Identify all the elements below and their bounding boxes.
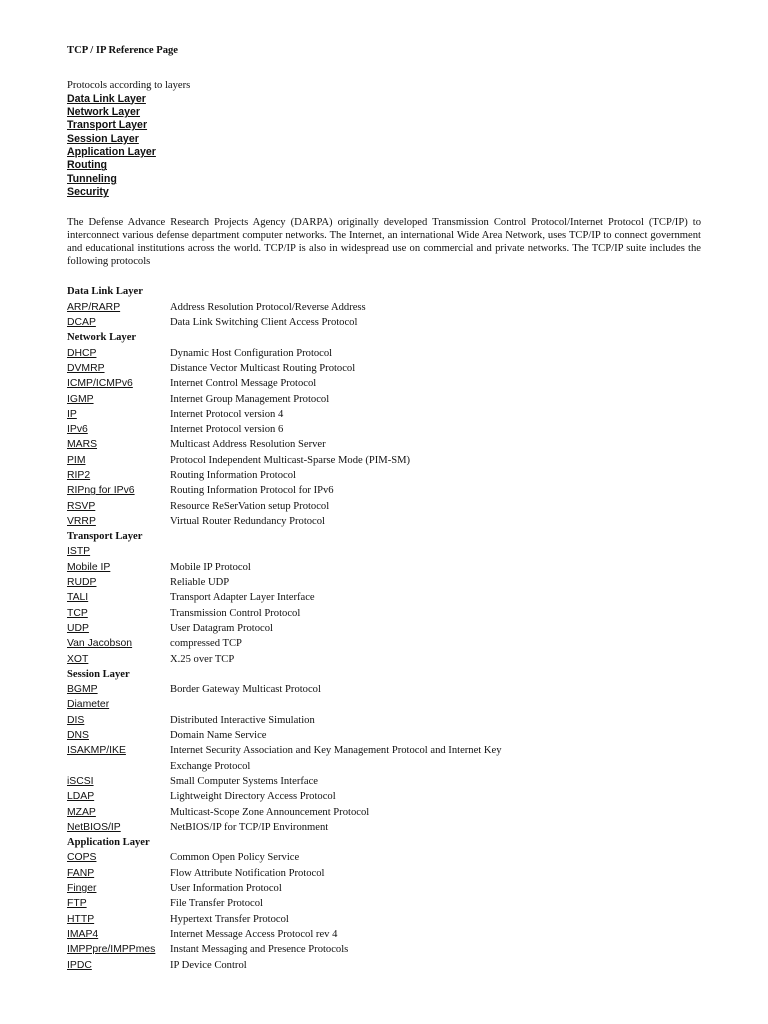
protocol-row bbox=[67, 912, 701, 927]
protocol-link[interactable]: RIPng for IPv6 bbox=[67, 485, 135, 497]
toc-link-network-layer[interactable]: Network Layer bbox=[67, 105, 141, 118]
section-heading: Network Layer bbox=[67, 332, 137, 344]
protocol-row bbox=[67, 453, 701, 468]
protocol-link[interactable]: XOT bbox=[67, 653, 89, 665]
protocol-row bbox=[67, 346, 701, 361]
section-heading: Session Layer bbox=[67, 668, 130, 680]
protocol-link[interactable]: VRRP bbox=[67, 515, 96, 527]
protocol-description: Dynamic Host Configuration Protocol bbox=[170, 347, 333, 359]
protocol-description: Lightweight Directory Access Protocol bbox=[170, 791, 336, 803]
protocol-description: Protocol Independent Multicast-Sparse Mode (PIM-SM) bbox=[170, 454, 411, 466]
protocol-link[interactable]: UDP bbox=[67, 622, 89, 634]
protocol-link[interactable]: COPS bbox=[67, 852, 97, 864]
protocol-link[interactable]: NetBIOS/IP bbox=[67, 821, 121, 833]
protocol-link[interactable]: FTP bbox=[67, 898, 87, 910]
toc-link-data-link-layer[interactable]: Data Link Layer bbox=[67, 92, 146, 105]
protocol-description: IP Device Control bbox=[170, 959, 247, 971]
protocol-row bbox=[67, 361, 701, 376]
protocol-description bbox=[170, 697, 701, 712]
protocol-description: Mobile IP Protocol bbox=[170, 561, 251, 573]
protocol-row bbox=[67, 499, 701, 514]
protocol-row bbox=[67, 606, 701, 621]
protocol-row bbox=[67, 850, 701, 865]
protocol-link[interactable]: MZAP bbox=[67, 806, 96, 818]
protocol-row bbox=[67, 392, 701, 407]
protocol-description: Common Open Policy Service bbox=[170, 852, 300, 864]
protocol-description: Transport Adapter Layer Interface bbox=[170, 592, 315, 604]
protocol-row bbox=[67, 560, 701, 575]
protocol-row bbox=[67, 376, 701, 391]
protocol-link[interactable]: IGMP bbox=[67, 393, 94, 405]
protocol-row bbox=[67, 468, 701, 483]
document-page bbox=[67, 44, 701, 973]
protocol-description: Domain Name Service bbox=[170, 730, 267, 742]
protocol-description: Routing Information Protocol for IPv6 bbox=[170, 485, 334, 497]
toc-link-security[interactable]: Security bbox=[67, 186, 109, 199]
protocol-description: Small Computer Systems Interface bbox=[170, 775, 318, 787]
protocol-description bbox=[170, 544, 701, 559]
protocol-row bbox=[67, 927, 701, 942]
protocol-row bbox=[67, 514, 701, 529]
protocol-description: Resource ReSerVation setup Protocol bbox=[170, 500, 330, 512]
protocol-description: Flow Attribute Notification Protocol bbox=[170, 867, 325, 879]
protocol-description: User Information Protocol bbox=[170, 883, 282, 895]
protocol-description: Instant Messaging and Presence Protocols bbox=[170, 944, 349, 956]
protocol-link[interactable]: IPDC bbox=[67, 959, 92, 971]
protocol-link[interactable]: FANP bbox=[67, 867, 95, 879]
protocol-link[interactable]: Mobile IP bbox=[67, 561, 111, 573]
protocol-description: File Transfer Protocol bbox=[170, 898, 263, 910]
section-heading: Data Link Layer bbox=[67, 286, 143, 298]
protocol-row bbox=[67, 866, 701, 881]
protocol-description: Internet Group Management Protocol bbox=[170, 393, 330, 405]
protocol-row bbox=[67, 881, 701, 896]
section-heading: Transport Layer bbox=[67, 531, 143, 543]
protocol-description: compressed TCP bbox=[170, 638, 242, 650]
protocol-description: Virtual Router Redundancy Protocol bbox=[170, 515, 326, 527]
protocol-row bbox=[67, 652, 701, 667]
protocol-link[interactable]: TCP bbox=[67, 607, 88, 619]
page-title: TCP / IP Reference Page bbox=[67, 45, 179, 56]
protocol-description: Multicast-Scope Zone Announcement Protocol bbox=[170, 806, 370, 818]
protocol-row bbox=[67, 805, 701, 820]
protocol-description: Border Gateway Multicast Protocol bbox=[170, 684, 321, 696]
protocol-row bbox=[67, 575, 701, 590]
protocol-row bbox=[67, 713, 701, 728]
protocol-row bbox=[67, 743, 701, 774]
protocol-link[interactable]: MARS bbox=[67, 439, 98, 451]
protocol-link[interactable]: DVMRP bbox=[67, 362, 105, 374]
protocol-link[interactable]: Diameter bbox=[67, 699, 110, 711]
protocol-description: Transmission Control Protocol bbox=[170, 607, 301, 619]
protocol-description: Reliable UDP bbox=[170, 577, 230, 589]
protocol-description: Internet Security Association and Key Management Protocol and Internet Key Exchange Protocol bbox=[170, 745, 502, 772]
protocol-description: Internet Message Access Protocol rev 4 bbox=[170, 928, 338, 940]
protocol-description: Distributed Interactive Simulation bbox=[170, 714, 315, 726]
protocol-link[interactable]: iSCSI bbox=[67, 775, 94, 787]
protocol-link[interactable]: ISAKMP/IKE bbox=[67, 745, 126, 757]
protocol-table bbox=[67, 284, 701, 972]
protocol-description: Distance Vector Multicast Routing Protocol bbox=[170, 362, 356, 374]
protocol-link[interactable]: Finger bbox=[67, 883, 97, 895]
protocol-link[interactable]: DIS bbox=[67, 714, 85, 726]
intro-text: Protocols according to layers bbox=[67, 80, 191, 91]
protocol-link[interactable]: IPv6 bbox=[67, 424, 88, 436]
protocol-link[interactable]: IMPPpre/IMPPmes bbox=[67, 944, 156, 956]
protocol-row bbox=[67, 774, 701, 789]
protocol-description: X.25 over TCP bbox=[170, 653, 235, 665]
protocol-description: Internet Protocol version 4 bbox=[170, 408, 284, 420]
protocol-link[interactable]: TALI bbox=[67, 592, 89, 604]
protocol-description: User Datagram Protocol bbox=[170, 622, 273, 634]
protocol-row bbox=[67, 636, 701, 651]
protocol-row bbox=[67, 422, 701, 437]
section-heading: Application Layer bbox=[67, 837, 150, 849]
protocol-description: Internet Protocol version 6 bbox=[170, 424, 284, 436]
protocol-row bbox=[67, 483, 701, 498]
protocol-link[interactable]: RUDP bbox=[67, 577, 97, 589]
protocol-link[interactable]: IP bbox=[67, 408, 77, 420]
toc-link-application-layer[interactable]: Application Layer bbox=[67, 146, 156, 159]
protocol-row bbox=[67, 820, 701, 835]
protocol-row bbox=[67, 590, 701, 605]
protocol-description: NetBIOS/IP for TCP/IP Environment bbox=[170, 821, 329, 833]
protocol-description: Data Link Switching Client Access Protocol bbox=[170, 317, 358, 329]
protocol-link[interactable]: DNS bbox=[67, 730, 89, 742]
toc-link-tunneling[interactable]: Tunneling bbox=[67, 172, 117, 185]
protocol-link[interactable]: LDAP bbox=[67, 791, 95, 803]
protocol-row bbox=[67, 544, 701, 559]
toc-link-routing[interactable]: Routing bbox=[67, 159, 108, 172]
protocol-description: Address Resolution Protocol/Reverse Address bbox=[170, 301, 366, 313]
protocol-row bbox=[67, 789, 701, 804]
protocol-row bbox=[67, 958, 701, 973]
protocol-link[interactable]: PIM bbox=[67, 454, 86, 466]
protocol-link[interactable]: RSVP bbox=[67, 500, 96, 512]
protocol-description: Routing Information Protocol bbox=[170, 470, 296, 481]
protocol-link[interactable]: Van Jacobson bbox=[67, 638, 133, 650]
protocol-description: Internet Control Message Protocol bbox=[170, 378, 317, 390]
protocol-row bbox=[67, 682, 701, 697]
protocol-row bbox=[67, 728, 701, 743]
protocol-row bbox=[67, 942, 701, 957]
protocol-row bbox=[67, 621, 701, 636]
layer-link-list bbox=[67, 93, 701, 200]
protocol-link[interactable]: ISTP bbox=[67, 546, 91, 558]
protocol-row bbox=[67, 315, 701, 330]
protocol-description: Hypertext Transfer Protocol bbox=[170, 913, 289, 925]
protocol-link[interactable]: DCAP bbox=[67, 317, 96, 329]
toc-link-session-layer[interactable]: Session Layer bbox=[67, 132, 139, 145]
protocol-row bbox=[67, 697, 701, 712]
toc-link-transport-layer[interactable]: Transport Layer bbox=[67, 119, 148, 132]
protocol-row bbox=[67, 896, 701, 911]
protocol-link[interactable]: ARP/RARP bbox=[67, 301, 121, 313]
protocol-row bbox=[67, 300, 701, 315]
protocol-link[interactable]: DHCP bbox=[67, 347, 97, 359]
protocol-row bbox=[67, 437, 701, 452]
protocol-row bbox=[67, 407, 701, 422]
protocol-description: Multicast Address Resolution Server bbox=[170, 439, 326, 451]
protocol-link[interactable]: BGMP bbox=[67, 684, 98, 696]
protocol-link[interactable]: RIP2 bbox=[67, 470, 91, 481]
protocol-link[interactable]: IMAP4 bbox=[67, 928, 99, 940]
protocol-link[interactable]: ICMP/ICMPv6 bbox=[67, 378, 133, 390]
description-paragraph: The Defense Advance Research Projects Agency (DARPA) originally developed Transmission Control Protocol/Internet Protocol (TCP/IP) to interconnect various defense department computer networks. The Internet, an international Wide Area Network, uses TCP/IP to connect government and educational institutions across the world. TCP/IP is also in widespread use on commercial and private networks. The TCP/IP suite includes the following protocols bbox=[67, 216, 701, 268]
protocol-link[interactable]: HTTP bbox=[67, 913, 95, 925]
